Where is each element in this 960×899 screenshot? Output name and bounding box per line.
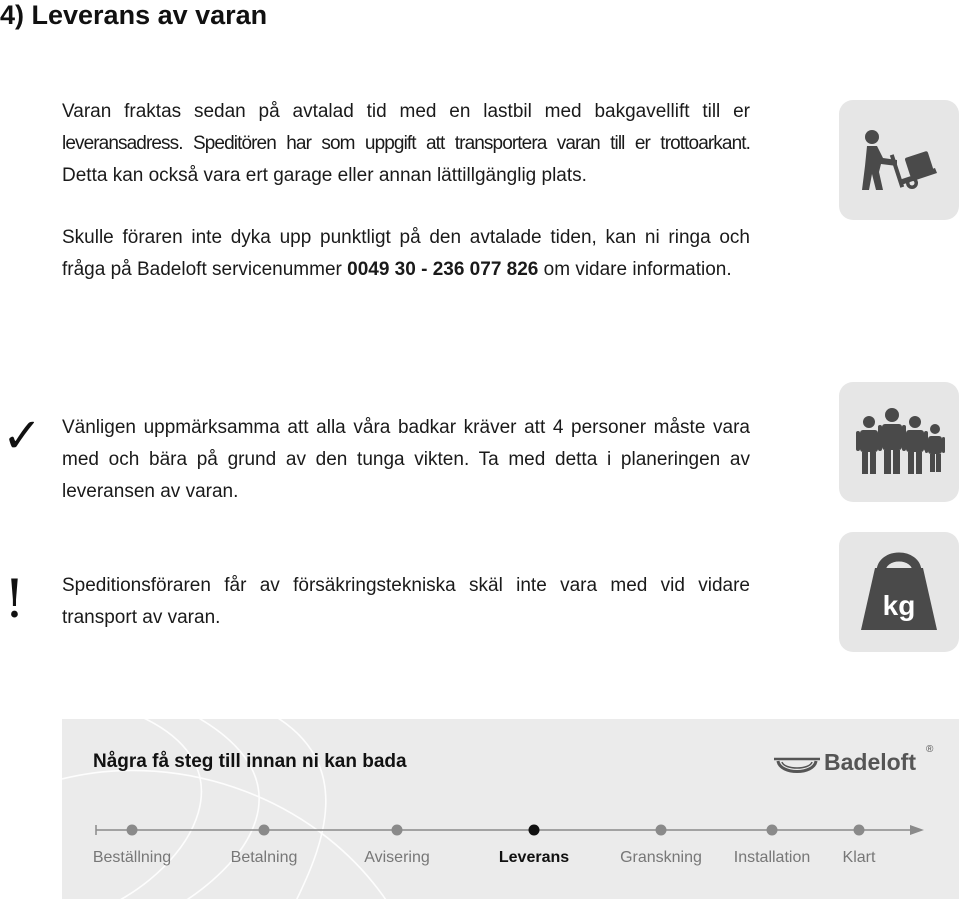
kg-weight-icon [839,532,959,652]
steps-panel-title: Några få steg till innan ni kan bada [93,751,407,772]
step-label: Klart [842,849,876,866]
step-label: Granskning [620,849,702,866]
checkmark-icon: ✓ [2,408,43,464]
transport-notice-line: Speditionsföraren får av försäkringstekniska skäl inte vara med vid vidare [62,575,750,596]
exclamation-icon: ! [4,570,25,630]
step-dot [767,825,778,836]
transport-notice-paragraph [62,570,750,634]
step-dot [656,825,667,836]
service-phone-number: 0049 30 - 236 077 826 [347,259,539,280]
driver-note-text: om vidare information. [538,259,732,280]
section-heading: 4) Leverans av varan [0,0,268,30]
driver-note-line [62,254,750,286]
driver-note-line: Skulle föraren inte dyka upp punktligt på den avtalade tiden, kan ni ringa och [62,227,750,248]
kg-label: kg [882,590,916,621]
registered-mark: ® [926,744,934,755]
delivery-line: leveransadress. Speditören har som uppgift att transportera varan till er trottoarkant. [62,133,750,154]
driver-note-paragraph [62,222,750,286]
delivery-icon-tile [839,100,959,220]
people-notice-line: leveransen av varan. [62,481,239,502]
transport-notice-line: transport av varan. [62,607,221,628]
delivery-line: Detta kan också vara ert garage eller annan lättillgänglig plats. [62,165,587,186]
four-people-icon [839,382,959,502]
step-dot [259,825,270,836]
step-dot [127,825,138,836]
step-label: Leverans [498,849,570,866]
delivery-line: Varan fraktas sedan på avtalad tid med en lastbil med bakgavellift till er [62,101,750,122]
people-notice-paragraph [62,412,750,508]
delivery-paragraph [62,96,750,192]
step-dot [529,825,540,836]
step-dot [854,825,865,836]
step-dot [392,825,403,836]
step-label: Avisering [364,849,430,866]
hand-truck-icon [839,100,959,220]
weight-icon-tile [839,532,959,652]
timeline-arrow-icon [910,825,924,835]
step-label: Beställning [92,849,172,866]
progress-timeline [62,719,959,899]
driver-note-text: fråga på Badeloft servicenummer [62,259,348,280]
brand-name: Badeloft [824,749,916,775]
progress-steps-panel [62,719,959,899]
step-label: Installation [733,849,811,866]
step-label: Betalning [230,849,298,866]
people-icon-tile [839,382,959,502]
people-notice-line: Vänligen uppmärksamma att alla våra badkar kräver att 4 personer måste vara [62,417,750,438]
people-notice-line: med och bära på grund av den tunga vikten. Ta med detta i planeringen av [62,449,750,470]
